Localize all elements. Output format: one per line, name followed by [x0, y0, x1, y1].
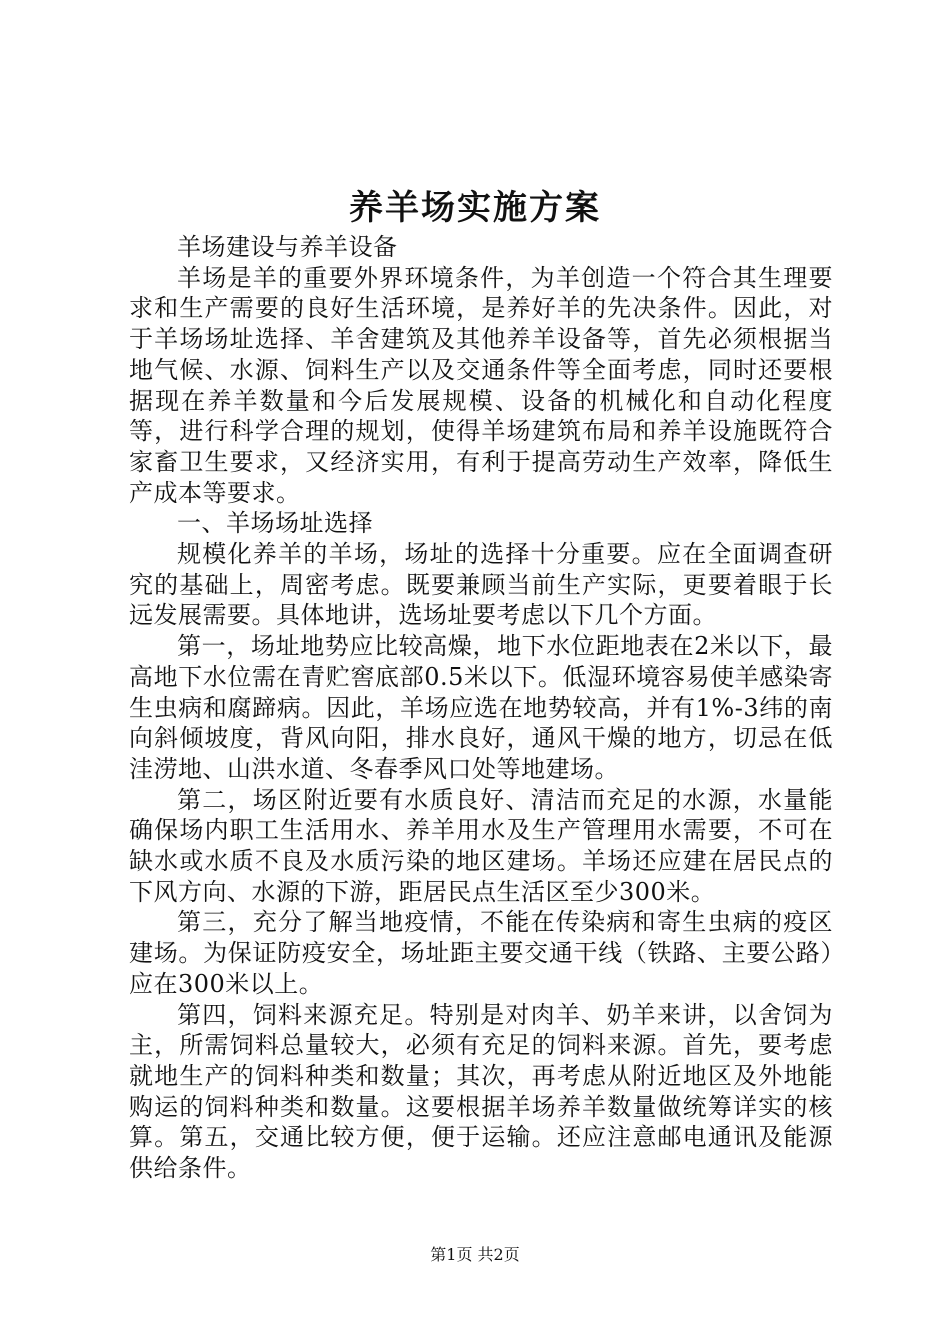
page-number-footer: 第1页 共2页 — [430, 1245, 520, 1264]
body-paragraph: 第四，饲料来源充足。特别是对肉羊、奶羊来讲，以舍饲为主，所需饲料总量较大，必须有充足的饲料来源。首先，要考虑就地生产的饲料种类和数量；其次，再考虑从附近地区及外地能购运的饲料种类和数量。这要根据羊场养羊数量做统筹详实的核算。第五，交通比较方便，便于运输。还应注意邮电通讯及能源供给条件。 — [129, 1000, 833, 1183]
body-paragraph: 规模化养羊的羊场，场址的选择十分重要。应在全面调查研究的基础上，周密考虑。既要兼顾当前生产实际，更要着眼于长远发展需要。具体地讲，选场址要考虑以下几个方面。 — [129, 540, 833, 630]
section-heading: 一、羊场场址选择 — [177, 509, 373, 538]
section-heading: 羊场建设与养羊设备 — [177, 233, 398, 261]
document-title: 养羊场实施方案 — [349, 188, 601, 228]
body-paragraph: 第三，充分了解当地疫情，不能在传染病和寄生虫病的疫区建场。为保证防疫安全，场址距主要交通干线（铁路、主要公路）应在300米以上。 — [129, 908, 833, 998]
body-paragraph: 羊场是羊的重要外界环境条件，为羊创造一个符合其生理要求和生产需要的良好生活环境，是养好羊的先决条件。因此，对于羊场场址选择、羊舍建筑及其他养羊设备等，首先必须根据当地气候、水源、饲料生产以及交通条件等全面考虑，同时还要根据现在养羊数量和今后发展规模、设备的机械化和自动化程度等，进行科学合理的规划，使得羊场建筑布局和养羊设施既符合家畜卫生要求，又经济实用，有利于提高劳动生产效率，降低生产成本等要求。 — [129, 263, 833, 507]
body-paragraph: 第一，场址地势应比较高燥，地下水位距地表在2米以下，最高地下水位需在青贮窖底部0.5米以下。低湿环境容易使羊感染寄生虫病和腐蹄病。因此，羊场应选在地势较高，并有1%-3纬的南向斜倾坡度，背风向阳，排水良好，通风干燥的地方，切忌在低洼涝地、山洪水道、冬春季风口处等地建场。 — [129, 632, 833, 783]
document-body — [129, 232, 833, 1184]
body-paragraph: 第二，场区附近要有水质良好、清洁而充足的水源，水量能确保场内职工生活用水、养羊用水及生产管理用水需要，不可在缺水或水质不良及水质污染的地区建场。羊场还应建在居民点的下风方向、水源的下游，距居民点生活区至少300米。 — [129, 785, 833, 906]
